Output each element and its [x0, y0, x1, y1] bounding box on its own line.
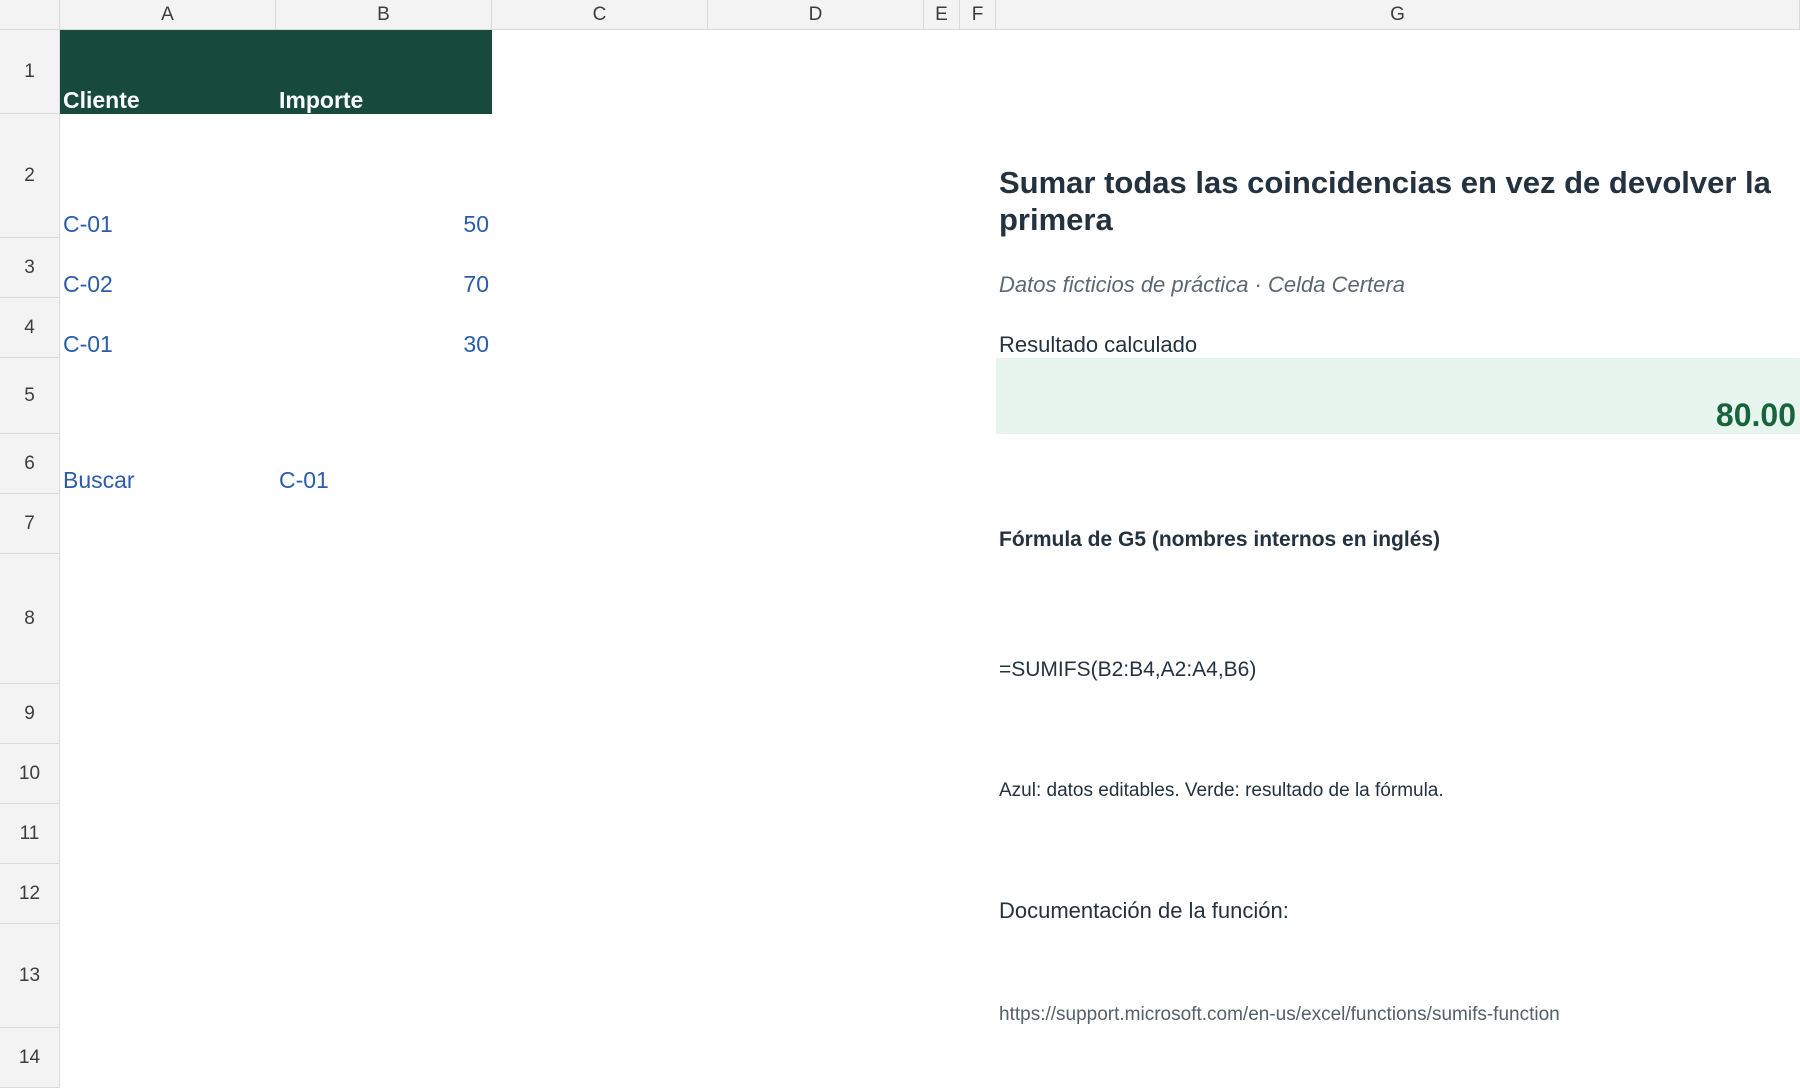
- column-header-g[interactable]: G: [996, 0, 1800, 30]
- row-header-11[interactable]: 11: [0, 804, 60, 864]
- header-cliente[interactable]: Cliente: [63, 87, 140, 113]
- row-header-10[interactable]: 10: [0, 744, 60, 804]
- header-importe[interactable]: Importe: [279, 87, 364, 113]
- row-header-6[interactable]: 6: [0, 434, 60, 494]
- row-header-1[interactable]: 1: [0, 30, 60, 114]
- formula-title[interactable]: Fórmula de G5 (nombres internos en inglés): [999, 528, 1441, 551]
- legend-note[interactable]: Azul: datos editables. Verde: resultado de la fórmula.: [999, 780, 1444, 801]
- column-header-c[interactable]: C: [492, 0, 708, 30]
- row-header-4[interactable]: 4: [0, 298, 60, 358]
- column-header-a[interactable]: A: [60, 0, 276, 30]
- cell-a3[interactable]: C-02: [63, 271, 113, 297]
- row-header-9[interactable]: 9: [0, 684, 60, 744]
- cell-b6-lookup-value[interactable]: C-01: [279, 467, 329, 493]
- result-cell-g5[interactable]: [996, 358, 1800, 434]
- cell-b3[interactable]: 70: [463, 271, 489, 297]
- row-header-8[interactable]: 8: [0, 554, 60, 684]
- result-value: 80.00: [1715, 397, 1796, 433]
- cell-a4[interactable]: C-01: [63, 331, 113, 357]
- cell-b4[interactable]: 30: [463, 331, 489, 357]
- cell-a2[interactable]: C-01: [63, 211, 113, 237]
- row-header-12[interactable]: 12: [0, 864, 60, 924]
- row-header-13[interactable]: 13: [0, 924, 60, 1028]
- result-label[interactable]: Resultado calculado: [999, 332, 1198, 357]
- docs-link[interactable]: https://support.microsoft.com/en-us/excel/functions/sumifs-function: [999, 1004, 1560, 1025]
- column-header-e[interactable]: E: [924, 0, 960, 30]
- row-header-3[interactable]: 3: [0, 238, 60, 298]
- row-header-7[interactable]: 7: [0, 494, 60, 554]
- column-header-b[interactable]: B: [276, 0, 492, 30]
- column-header-d[interactable]: D: [708, 0, 924, 30]
- row-header-14[interactable]: 14: [0, 1028, 60, 1088]
- select-all-corner[interactable]: [0, 0, 60, 30]
- panel-subtitle[interactable]: Datos ficticios de práctica · Celda Certera: [999, 272, 1405, 297]
- cell-b2[interactable]: 50: [463, 211, 489, 237]
- row-header-2[interactable]: 2: [0, 114, 60, 238]
- docs-label[interactable]: Documentación de la función:: [999, 898, 1289, 923]
- formula-text[interactable]: =SUMIFS(B2:B4,A2:A4,B6): [999, 658, 1257, 681]
- panel-title[interactable]: Sumar todas las coincidencias en vez de devolver la primera: [999, 165, 1771, 237]
- cell-a6-buscar-label[interactable]: Buscar: [63, 467, 135, 493]
- column-header-f[interactable]: F: [960, 0, 996, 30]
- row-header-5[interactable]: 5: [0, 358, 60, 434]
